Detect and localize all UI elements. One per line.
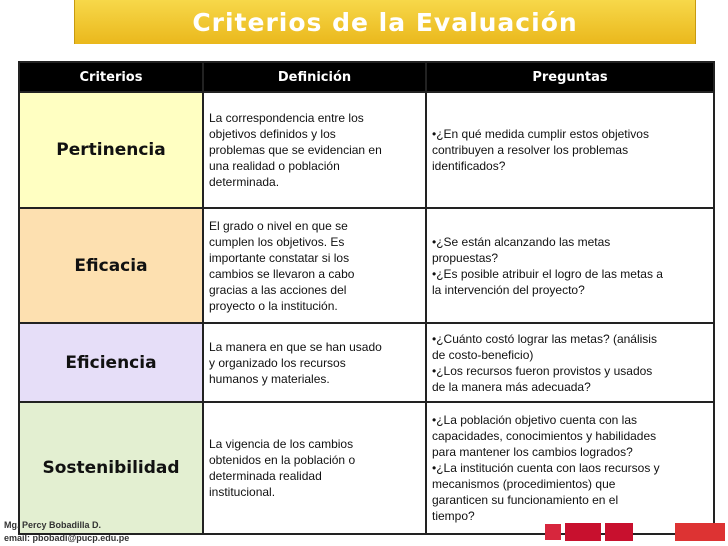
header-preguntas: Preguntas bbox=[426, 62, 714, 92]
pregunta-line: •¿La institución cuenta con laos recursos y bbox=[432, 461, 660, 475]
definicion-line: cumplen los objetivos. Es bbox=[209, 234, 345, 249]
definicion-line: importante constatar si los bbox=[209, 250, 350, 265]
definicion-line: proyecto o la institución. bbox=[209, 298, 338, 313]
pregunta-line: •¿Cuánto costó lograr las metas? (análisis bbox=[432, 331, 657, 346]
header-definicion: Definición bbox=[203, 62, 426, 92]
definicion-line: objetivos definidos y los bbox=[209, 127, 336, 141]
definicion-line: La vigencia de los cambios bbox=[209, 437, 354, 451]
definicion-line: El grado o nivel en que se bbox=[209, 218, 348, 233]
table-row bbox=[19, 208, 714, 323]
preguntas-cell bbox=[426, 208, 714, 323]
table-row bbox=[19, 402, 714, 534]
definicion-line: gracias a las acciones del bbox=[209, 282, 347, 297]
definicion-line: problemas que se evidencian en bbox=[209, 143, 382, 157]
table-header-row bbox=[19, 62, 714, 92]
peru-shield-icon bbox=[545, 524, 561, 540]
header-criterios: Criterios bbox=[19, 62, 203, 92]
definicion-line: determinada. bbox=[209, 175, 280, 189]
pregunta-line: de la manera más adecuada? bbox=[432, 379, 591, 394]
criterio-cell: Pertinencia bbox=[19, 92, 203, 208]
pregunta-line: mecanismos (procedimientos) que bbox=[432, 477, 616, 491]
footer-email: email: pbobadi@pucp.edu.pe bbox=[4, 533, 130, 543]
preguntas-cell bbox=[426, 92, 714, 208]
preguntas-cell bbox=[426, 323, 714, 402]
preguntas-cell bbox=[426, 402, 714, 534]
criterio-cell: Eficacia bbox=[19, 208, 203, 323]
table-row bbox=[19, 323, 714, 402]
definicion-cell bbox=[203, 402, 426, 534]
definicion-cell bbox=[203, 92, 426, 208]
definicion-line: La correspondencia entre los bbox=[209, 111, 364, 125]
pregunta-line: identificados? bbox=[432, 159, 506, 173]
pregunta-line: contribuyen a resolver los problemas bbox=[432, 143, 629, 157]
table-row bbox=[19, 92, 714, 208]
pregunta-line: de costo-beneficio) bbox=[432, 347, 534, 362]
pregunta-line: •¿Los recursos fueron provistos y usados bbox=[432, 363, 653, 378]
criterio-cell: Sostenibilidad bbox=[19, 402, 203, 534]
direction-logo-icon bbox=[675, 523, 725, 541]
definicion-line: cambios se llevaron a cabo bbox=[209, 266, 355, 281]
evaluation-table bbox=[18, 61, 715, 535]
pregunta-line: •¿Se están alcanzando las metas bbox=[432, 234, 611, 249]
pregunta-line: garanticen su funcionamiento en el bbox=[432, 493, 619, 507]
definicion-cell bbox=[203, 323, 426, 402]
title-bar bbox=[74, 0, 696, 44]
definicion-line: obtenidos en la población o bbox=[209, 453, 356, 467]
pregunta-line: la intervención del proyecto? bbox=[432, 282, 585, 297]
pregunta-line: capacidades, conocimientos y habilidades bbox=[432, 429, 657, 443]
page-title: Criterios de la Evaluación bbox=[192, 8, 578, 37]
ministry-logo-icon bbox=[565, 523, 601, 541]
government-logo-icon bbox=[605, 523, 633, 541]
pregunta-line: propuestas? bbox=[432, 250, 499, 265]
pregunta-line: •¿La población objetivo cuenta con las bbox=[432, 413, 638, 427]
footer bbox=[4, 519, 129, 545]
definicion-line: determinada realidad bbox=[209, 469, 322, 483]
pregunta-line: •¿En qué medida cumplir estos objetivos bbox=[432, 127, 649, 141]
definicion-line: La manera en que se han usado bbox=[209, 339, 382, 354]
definicion-line: institucional. bbox=[209, 485, 276, 499]
criterio-cell: Eficiencia bbox=[19, 323, 203, 402]
definicion-cell bbox=[203, 208, 426, 323]
pregunta-line: •¿Es posible atribuir el logro de las metas a bbox=[432, 266, 663, 281]
definicion-line: y organizado los recursos bbox=[209, 355, 346, 370]
definicion-line: humanos y materiales. bbox=[209, 371, 330, 386]
pregunta-line: tiempo? bbox=[432, 509, 475, 523]
pregunta-line: para mantener los cambios logrados? bbox=[432, 445, 633, 459]
definicion-line: una realidad o población bbox=[209, 159, 340, 173]
footer-author: Mg. Percy Bobadilla D. bbox=[4, 520, 102, 530]
